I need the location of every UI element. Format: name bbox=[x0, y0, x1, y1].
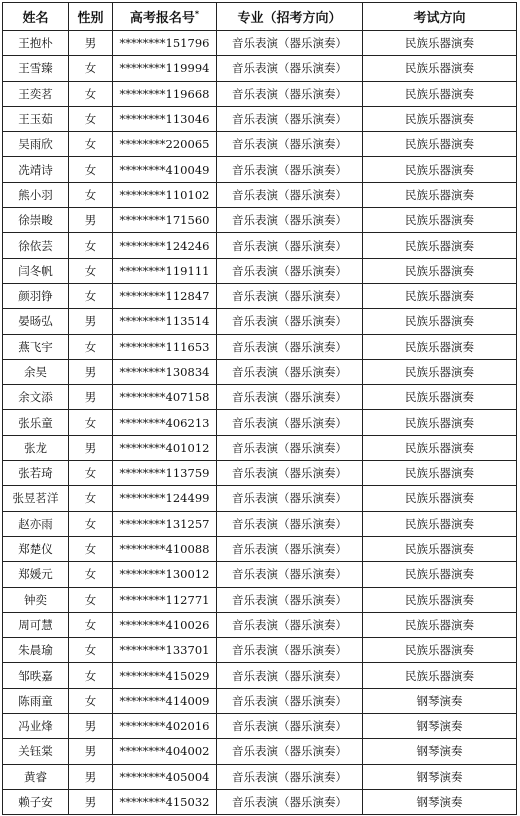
cell-major: 音乐表演（器乐演奏） bbox=[217, 309, 363, 334]
table-row bbox=[3, 486, 517, 511]
cell-gender: 女 bbox=[69, 334, 113, 359]
table-row bbox=[3, 233, 517, 258]
table-row bbox=[3, 511, 517, 536]
cell-gender: 男 bbox=[69, 789, 113, 814]
cell-exam-id: ********110102 bbox=[113, 182, 217, 207]
table-row bbox=[3, 638, 517, 663]
table-row bbox=[3, 461, 517, 486]
cell-major: 音乐表演（器乐演奏） bbox=[217, 638, 363, 663]
cell-exam-direction: 钢琴演奏 bbox=[363, 789, 517, 814]
cell-exam-direction: 民族乐器演奏 bbox=[363, 410, 517, 435]
cell-name: 晏旸弘 bbox=[3, 309, 69, 334]
cell-exam-id: ********124499 bbox=[113, 486, 217, 511]
cell-exam-id: ********410088 bbox=[113, 536, 217, 561]
cell-gender: 女 bbox=[69, 258, 113, 283]
cell-name: 朱晨瑜 bbox=[3, 638, 69, 663]
cell-major: 音乐表演（器乐演奏） bbox=[217, 132, 363, 157]
cell-name: 王奕茗 bbox=[3, 81, 69, 106]
cell-exam-direction: 民族乐器演奏 bbox=[363, 334, 517, 359]
cell-name: 闫冬帆 bbox=[3, 258, 69, 283]
cell-major: 音乐表演（器乐演奏） bbox=[217, 435, 363, 460]
table-row bbox=[3, 258, 517, 283]
cell-gender: 女 bbox=[69, 132, 113, 157]
cell-exam-id: ********130012 bbox=[113, 562, 217, 587]
cell-exam-id: ********405004 bbox=[113, 764, 217, 789]
table-row bbox=[3, 31, 517, 56]
cell-exam-direction: 民族乐器演奏 bbox=[363, 106, 517, 131]
table-row bbox=[3, 81, 517, 106]
cell-name: 余文添 bbox=[3, 385, 69, 410]
cell-exam-direction: 钢琴演奏 bbox=[363, 714, 517, 739]
cell-exam-direction: 民族乐器演奏 bbox=[363, 56, 517, 81]
header-exam-id-label: 高考报名号 bbox=[129, 11, 195, 26]
table-row bbox=[3, 182, 517, 207]
cell-major: 音乐表演（器乐演奏） bbox=[217, 764, 363, 789]
header-exam-id bbox=[113, 3, 217, 31]
cell-exam-direction: 民族乐器演奏 bbox=[363, 663, 517, 688]
cell-exam-direction: 民族乐器演奏 bbox=[363, 435, 517, 460]
cell-exam-id: ********415032 bbox=[113, 789, 217, 814]
cell-major: 音乐表演（器乐演奏） bbox=[217, 562, 363, 587]
cell-gender: 女 bbox=[69, 182, 113, 207]
cell-major: 音乐表演（器乐演奏） bbox=[217, 511, 363, 536]
cell-exam-direction: 民族乐器演奏 bbox=[363, 461, 517, 486]
header-name: 姓名 bbox=[3, 3, 69, 31]
cell-name: 张若琦 bbox=[3, 461, 69, 486]
cell-gender: 女 bbox=[69, 283, 113, 308]
cell-exam-id: ********414009 bbox=[113, 688, 217, 713]
cell-major: 音乐表演（器乐演奏） bbox=[217, 536, 363, 561]
cell-exam-id: ********113046 bbox=[113, 106, 217, 131]
cell-name: 黄睿 bbox=[3, 764, 69, 789]
table-row bbox=[3, 663, 517, 688]
cell-major: 音乐表演（器乐演奏） bbox=[217, 31, 363, 56]
admission-table bbox=[2, 2, 517, 815]
header-exam-direction: 考试方向 bbox=[363, 3, 517, 31]
cell-exam-direction: 民族乐器演奏 bbox=[363, 511, 517, 536]
cell-major: 音乐表演（器乐演奏） bbox=[217, 258, 363, 283]
cell-gender: 男 bbox=[69, 359, 113, 384]
table-row bbox=[3, 334, 517, 359]
cell-exam-id: ********151796 bbox=[113, 31, 217, 56]
cell-gender: 男 bbox=[69, 714, 113, 739]
cell-name: 周可慧 bbox=[3, 612, 69, 637]
cell-name: 关钰棠 bbox=[3, 739, 69, 764]
cell-exam-direction: 民族乐器演奏 bbox=[363, 359, 517, 384]
cell-gender: 男 bbox=[69, 31, 113, 56]
cell-gender: 男 bbox=[69, 739, 113, 764]
cell-exam-id: ********119994 bbox=[113, 56, 217, 81]
cell-exam-direction: 民族乐器演奏 bbox=[363, 638, 517, 663]
cell-major: 音乐表演（器乐演奏） bbox=[217, 612, 363, 637]
cell-major: 音乐表演（器乐演奏） bbox=[217, 359, 363, 384]
table-row bbox=[3, 587, 517, 612]
cell-gender: 女 bbox=[69, 410, 113, 435]
cell-exam-id: ********133701 bbox=[113, 638, 217, 663]
cell-gender: 女 bbox=[69, 562, 113, 587]
cell-major: 音乐表演（器乐演奏） bbox=[217, 106, 363, 131]
cell-name: 冯业烽 bbox=[3, 714, 69, 739]
cell-exam-id: ********171560 bbox=[113, 208, 217, 233]
cell-gender: 女 bbox=[69, 56, 113, 81]
cell-name: 赵亦雨 bbox=[3, 511, 69, 536]
cell-gender: 男 bbox=[69, 435, 113, 460]
cell-gender: 女 bbox=[69, 536, 113, 561]
cell-gender: 女 bbox=[69, 638, 113, 663]
cell-gender: 女 bbox=[69, 106, 113, 131]
cell-exam-direction: 民族乐器演奏 bbox=[363, 562, 517, 587]
cell-exam-id: ********401012 bbox=[113, 435, 217, 460]
cell-gender: 男 bbox=[69, 208, 113, 233]
cell-name: 余昊 bbox=[3, 359, 69, 384]
cell-gender: 女 bbox=[69, 612, 113, 637]
cell-name: 冼靖诗 bbox=[3, 157, 69, 182]
cell-gender: 女 bbox=[69, 511, 113, 536]
cell-name: 张龙 bbox=[3, 435, 69, 460]
cell-name: 陈雨童 bbox=[3, 688, 69, 713]
cell-major: 音乐表演（器乐演奏） bbox=[217, 410, 363, 435]
cell-exam-id: ********130834 bbox=[113, 359, 217, 384]
cell-exam-id: ********410026 bbox=[113, 612, 217, 637]
cell-major: 音乐表演（器乐演奏） bbox=[217, 233, 363, 258]
cell-exam-direction: 民族乐器演奏 bbox=[363, 587, 517, 612]
cell-name: 郑媛元 bbox=[3, 562, 69, 587]
cell-major: 音乐表演（器乐演奏） bbox=[217, 157, 363, 182]
cell-exam-id: ********410049 bbox=[113, 157, 217, 182]
cell-gender: 女 bbox=[69, 157, 113, 182]
cell-exam-id: ********131257 bbox=[113, 511, 217, 536]
cell-exam-direction: 钢琴演奏 bbox=[363, 739, 517, 764]
table-row bbox=[3, 739, 517, 764]
table-row bbox=[3, 283, 517, 308]
table-body bbox=[3, 31, 517, 815]
cell-major: 音乐表演（器乐演奏） bbox=[217, 587, 363, 612]
cell-exam-direction: 钢琴演奏 bbox=[363, 764, 517, 789]
cell-exam-direction: 民族乐器演奏 bbox=[363, 612, 517, 637]
cell-name: 邹昳嘉 bbox=[3, 663, 69, 688]
cell-exam-direction: 民族乐器演奏 bbox=[363, 157, 517, 182]
cell-name: 熊小羽 bbox=[3, 182, 69, 207]
cell-exam-id: ********113759 bbox=[113, 461, 217, 486]
cell-major: 音乐表演（器乐演奏） bbox=[217, 81, 363, 106]
cell-gender: 女 bbox=[69, 688, 113, 713]
cell-major: 音乐表演（器乐演奏） bbox=[217, 789, 363, 814]
cell-exam-direction: 民族乐器演奏 bbox=[363, 258, 517, 283]
cell-gender: 女 bbox=[69, 233, 113, 258]
cell-name: 张乐童 bbox=[3, 410, 69, 435]
table-row bbox=[3, 410, 517, 435]
table-row bbox=[3, 56, 517, 81]
table-row bbox=[3, 612, 517, 637]
cell-exam-direction: 民族乐器演奏 bbox=[363, 385, 517, 410]
cell-name: 郑楚仪 bbox=[3, 536, 69, 561]
cell-exam-direction: 民族乐器演奏 bbox=[363, 81, 517, 106]
cell-name: 王抱朴 bbox=[3, 31, 69, 56]
cell-exam-direction: 民族乐器演奏 bbox=[363, 132, 517, 157]
table-row bbox=[3, 309, 517, 334]
cell-gender: 女 bbox=[69, 81, 113, 106]
table-row bbox=[3, 435, 517, 460]
cell-major: 音乐表演（器乐演奏） bbox=[217, 663, 363, 688]
cell-name: 燕飞宇 bbox=[3, 334, 69, 359]
table-row bbox=[3, 157, 517, 182]
table-row bbox=[3, 714, 517, 739]
cell-exam-id: ********406213 bbox=[113, 410, 217, 435]
cell-exam-direction: 民族乐器演奏 bbox=[363, 233, 517, 258]
cell-gender: 女 bbox=[69, 587, 113, 612]
cell-major: 音乐表演（器乐演奏） bbox=[217, 283, 363, 308]
cell-name: 王雪臻 bbox=[3, 56, 69, 81]
cell-name: 张昱茗洋 bbox=[3, 486, 69, 511]
cell-exam-id: ********415029 bbox=[113, 663, 217, 688]
table-header-row bbox=[3, 3, 517, 31]
cell-name: 颜羽铮 bbox=[3, 283, 69, 308]
cell-name: 吴雨欣 bbox=[3, 132, 69, 157]
cell-major: 音乐表演（器乐演奏） bbox=[217, 208, 363, 233]
cell-gender: 男 bbox=[69, 385, 113, 410]
cell-exam-id: ********124246 bbox=[113, 233, 217, 258]
table-row bbox=[3, 688, 517, 713]
header-gender: 性别 bbox=[69, 3, 113, 31]
cell-name: 徐依芸 bbox=[3, 233, 69, 258]
table-row bbox=[3, 789, 517, 814]
cell-exam-id: ********407158 bbox=[113, 385, 217, 410]
header-major: 专业（招考方向） bbox=[217, 3, 363, 31]
cell-major: 音乐表演（器乐演奏） bbox=[217, 56, 363, 81]
cell-name: 徐崇畯 bbox=[3, 208, 69, 233]
cell-exam-direction: 民族乐器演奏 bbox=[363, 486, 517, 511]
cell-exam-direction: 民族乐器演奏 bbox=[363, 31, 517, 56]
cell-gender: 男 bbox=[69, 764, 113, 789]
cell-gender: 女 bbox=[69, 663, 113, 688]
table-row bbox=[3, 764, 517, 789]
cell-exam-direction: 民族乐器演奏 bbox=[363, 309, 517, 334]
cell-exam-id: ********404002 bbox=[113, 739, 217, 764]
cell-exam-id: ********402016 bbox=[113, 714, 217, 739]
cell-exam-id: ********111653 bbox=[113, 334, 217, 359]
admission-list-sheet bbox=[2, 2, 517, 815]
cell-major: 音乐表演（器乐演奏） bbox=[217, 688, 363, 713]
table-row bbox=[3, 536, 517, 561]
cell-major: 音乐表演（器乐演奏） bbox=[217, 385, 363, 410]
cell-exam-id: ********119668 bbox=[113, 81, 217, 106]
cell-major: 音乐表演（器乐演奏） bbox=[217, 739, 363, 764]
table-row bbox=[3, 132, 517, 157]
cell-exam-direction: 民族乐器演奏 bbox=[363, 536, 517, 561]
cell-major: 音乐表演（器乐演奏） bbox=[217, 182, 363, 207]
table-row bbox=[3, 359, 517, 384]
header-note-mark: * bbox=[194, 9, 200, 19]
cell-exam-direction: 民族乐器演奏 bbox=[363, 283, 517, 308]
cell-exam-id: ********112771 bbox=[113, 587, 217, 612]
cell-gender: 女 bbox=[69, 461, 113, 486]
cell-exam-id: ********112847 bbox=[113, 283, 217, 308]
cell-name: 王玉茹 bbox=[3, 106, 69, 131]
table-row bbox=[3, 208, 517, 233]
cell-gender: 女 bbox=[69, 486, 113, 511]
cell-gender: 男 bbox=[69, 309, 113, 334]
cell-major: 音乐表演（器乐演奏） bbox=[217, 461, 363, 486]
cell-exam-id: ********220065 bbox=[113, 132, 217, 157]
cell-exam-direction: 民族乐器演奏 bbox=[363, 182, 517, 207]
cell-name: 赖子安 bbox=[3, 789, 69, 814]
cell-major: 音乐表演（器乐演奏） bbox=[217, 334, 363, 359]
cell-major: 音乐表演（器乐演奏） bbox=[217, 486, 363, 511]
cell-exam-id: ********119111 bbox=[113, 258, 217, 283]
table-row bbox=[3, 385, 517, 410]
table-row bbox=[3, 106, 517, 131]
cell-major: 音乐表演（器乐演奏） bbox=[217, 714, 363, 739]
cell-exam-id: ********113514 bbox=[113, 309, 217, 334]
table-row bbox=[3, 562, 517, 587]
cell-exam-direction: 钢琴演奏 bbox=[363, 688, 517, 713]
cell-name: 钟奕 bbox=[3, 587, 69, 612]
cell-exam-direction: 民族乐器演奏 bbox=[363, 208, 517, 233]
